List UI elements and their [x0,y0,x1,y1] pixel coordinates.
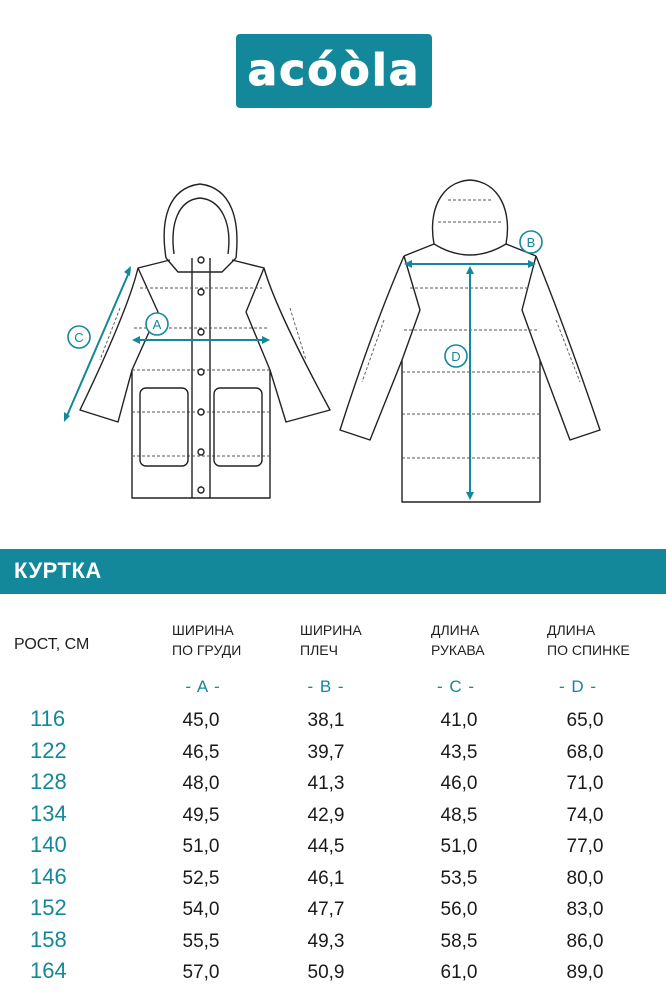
size-cell: 158 [30,927,67,952]
size-cell: 122 [30,738,67,763]
value-cell: 42,9 [307,805,345,826]
value-cell: 89,0 [566,962,604,983]
svg-text:D: D [451,349,461,364]
product-banner [0,549,666,594]
height-label: РОСТ, СМ [14,636,90,653]
brand-logo-text: acóòla [247,45,421,96]
value-cell: 38,1 [307,710,345,731]
value-cell: 86,0 [566,931,604,952]
column-header-line1: ДЛИНА [547,622,596,638]
column-code-d: - D - [558,677,598,696]
size-cell: 116 [30,706,66,731]
size-cell: 128 [30,769,67,794]
value-cell: 80,0 [566,868,604,889]
value-cell: 71,0 [566,773,604,794]
column-header-line1: ШИРИНА [172,622,234,638]
value-cell: 50,9 [307,962,345,983]
marker-a [146,313,168,335]
size-cell: 146 [30,864,67,889]
brand-logo [236,34,432,108]
value-cell: 48,5 [440,805,478,826]
value-cell: 74,0 [566,805,604,826]
value-cell: 49,5 [182,805,220,826]
column-header-shoulders [300,620,362,660]
column-header-sleeve [431,620,485,660]
value-cell: 41,3 [307,773,345,794]
column-header-line2: ПЛЕЧ [300,642,338,658]
value-cell: 43,5 [440,742,478,763]
svg-text:C: C [74,330,84,345]
value-cell: 54,0 [182,899,220,920]
column-code-c: - C - [436,677,476,696]
column-header-line2: ПО ГРУДИ [172,642,242,658]
value-cell: 55,5 [182,931,220,952]
measure-line-a [132,336,270,344]
value-cell: 45,0 [182,710,220,731]
column-code-b: - B - [307,677,345,696]
value-cell: 41,0 [440,710,478,731]
size-cell: 164 [30,958,67,983]
value-cell: 56,0 [440,899,478,920]
column-header-line2: ПО СПИНКЕ [547,642,630,658]
svg-text:A: A [152,317,162,332]
size-cell: 140 [30,832,67,857]
value-cell: 44,5 [307,836,345,857]
jacket-measurement-diagram [0,160,666,510]
value-cell: 83,0 [566,899,604,920]
value-cell: 46,0 [440,773,478,794]
svg-text:B: B [526,235,536,250]
value-cell: 46,1 [307,868,345,889]
column-header-line1: ШИРИНА [300,622,362,638]
value-cell: 77,0 [566,836,604,857]
column-header-chest [172,620,241,660]
column-code-a: - A - [185,677,221,696]
value-cell: 57,0 [182,962,220,983]
value-cell: 53,5 [440,868,478,889]
marker-c [68,326,90,348]
value-cell: 68,0 [566,742,604,763]
value-cell: 65,0 [566,710,604,731]
value-cell: 61,0 [440,962,478,983]
value-cell: 46,5 [182,742,220,763]
size-cell: 134 [30,801,67,826]
value-cell: 51,0 [440,836,478,857]
column-header-back-length [547,620,630,660]
marker-d [445,345,467,367]
value-cell: 39,7 [307,742,345,763]
value-cell: 51,0 [182,836,220,857]
value-cell: 49,3 [307,931,345,952]
value-cell: 58,5 [440,931,478,952]
value-cell: 52,5 [182,868,220,889]
marker-b [520,231,542,253]
product-title: КУРТКА [14,558,102,583]
measure-line-d [466,266,474,500]
value-cell: 48,0 [182,773,220,794]
size-cell: 152 [30,895,67,920]
column-header-line2: РУКАВА [431,642,485,658]
value-cell: 47,7 [307,899,345,920]
column-header-line1: ДЛИНА [431,622,480,638]
